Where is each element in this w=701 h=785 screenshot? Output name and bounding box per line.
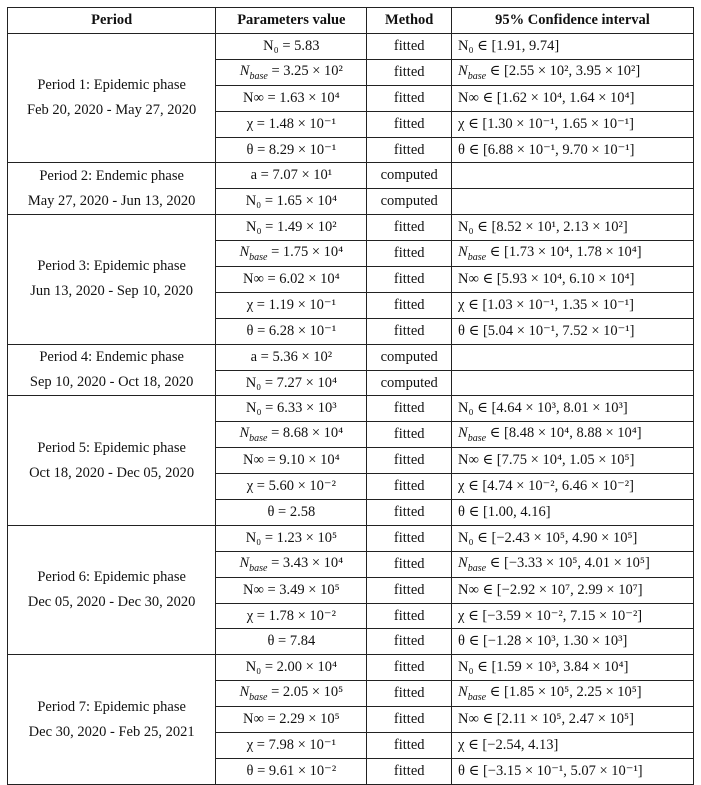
period-cell [8,655,216,784]
header-parameters-value: Parameters value [216,8,367,34]
method-value: fitted [367,655,452,681]
confidence-interval-value: χ ∈ [1.30 × 10⁻¹, 1.65 × 10⁻¹] [452,111,694,137]
period-dates: Sep 10, 2020 - Oct 18, 2020 [29,374,194,391]
period-dates: May 27, 2020 - Jun 13, 2020 [27,192,196,209]
period-dates: Dec 30, 2020 - Feb 25, 2021 [28,723,195,740]
parameter-value: θ = 6.28 × 10⁻¹ [216,318,367,344]
table-row [8,396,694,422]
parameter-value: a = 5.36 × 10² [216,344,367,370]
period-name: Period 1: Epidemic phase [37,77,186,94]
period-dates: Dec 05, 2020 - Dec 30, 2020 [27,594,196,611]
parameter-value: $N_{base} = 8.68 \times 10^4$ [216,422,367,448]
header-method: Method [367,8,452,34]
period-name: Period 7: Epidemic phase [37,698,186,715]
method-value: fitted [367,525,452,551]
parameter-value: N∞ = 1.63 × 10⁴ [216,85,367,111]
parameter-value: χ = 1.78 × 10⁻² [216,603,367,629]
parameter-value: χ = 5.60 × 10⁻² [216,474,367,500]
method-value: fitted [367,474,452,500]
method-value: fitted [367,577,452,603]
parameter-value: χ = 7.98 × 10⁻¹ [216,733,367,759]
period-dates: Oct 18, 2020 - Dec 05, 2020 [29,464,195,481]
confidence-interval-value: $N_{base}$ ∈ [−3.33 × 10⁵, 4.01 × 10⁵] [452,551,694,577]
parameter-value: θ = 9.61 × 10⁻² [216,758,367,784]
method-value: fitted [367,500,452,526]
table-row [8,215,694,241]
method-value: fitted [367,85,452,111]
parameter-value: N₀ = 1.65 × 10⁴ [216,189,367,215]
method-value: fitted [367,34,452,60]
period-name: Period 3: Epidemic phase [37,258,186,275]
period-dates: Feb 20, 2020 - May 27, 2020 [27,102,197,119]
parameter-value: θ = 2.58 [216,500,367,526]
method-value: fitted [367,758,452,784]
confidence-interval-value: $N_{base}$ ∈ [1.73 × 10⁴, 1.78 × 10⁴] [452,241,694,267]
table-row [8,344,694,370]
header-confidence-interval: 95% Confidence interval [452,8,694,34]
parameter-value: N∞ = 3.49 × 10⁵ [216,577,367,603]
confidence-interval-value: N₀ ∈ [1.59 × 10³, 3.84 × 10⁴] [452,655,694,681]
parameter-value: $N_{base} = 3.25 \times 10^2$ [216,59,367,85]
parameter-value: N₀ = 1.49 × 10² [216,215,367,241]
parameter-value: N∞ = 9.10 × 10⁴ [216,448,367,474]
parameters-table [7,7,694,785]
parameter-value: N₀ = 5.83 [216,34,367,60]
period-cell [8,396,216,525]
method-value: fitted [367,681,452,707]
confidence-interval-value: θ ∈ [5.04 × 10⁻¹, 7.52 × 10⁻¹] [452,318,694,344]
confidence-interval-value: N₀ ∈ [−2.43 × 10⁵, 4.90 × 10⁵] [452,525,694,551]
header-row [8,8,694,34]
confidence-interval-value: $N_{base}$ ∈ [8.48 × 10⁴, 8.88 × 10⁴] [452,422,694,448]
parameter-value: N₀ = 7.27 × 10⁴ [216,370,367,396]
method-value: fitted [367,551,452,577]
period-cell [8,163,216,215]
parameter-value: N∞ = 2.29 × 10⁵ [216,707,367,733]
confidence-interval-value: χ ∈ [4.74 × 10⁻², 6.46 × 10⁻²] [452,474,694,500]
parameter-value: θ = 8.29 × 10⁻¹ [216,137,367,163]
confidence-interval-value: N∞ ∈ [5.93 × 10⁴, 6.10 × 10⁴] [452,267,694,293]
period-name: Period 6: Epidemic phase [37,569,186,586]
period-name: Period 4: Endemic phase [39,349,184,366]
parameter-value: θ = 7.84 [216,629,367,655]
table-row [8,655,694,681]
confidence-interval-value: χ ∈ [−3.59 × 10⁻², 7.15 × 10⁻²] [452,603,694,629]
parameter-value: N₀ = 6.33 × 10³ [216,396,367,422]
method-value: fitted [367,111,452,137]
method-value: fitted [367,292,452,318]
parameter-value: χ = 1.48 × 10⁻¹ [216,111,367,137]
period-dates: Jun 13, 2020 - Sep 10, 2020 [30,283,193,300]
confidence-interval-value: N₀ ∈ [4.64 × 10³, 8.01 × 10³] [452,396,694,422]
method-value: computed [367,163,452,189]
confidence-interval-value [452,189,694,215]
confidence-interval-value: N∞ ∈ [2.11 × 10⁵, 2.47 × 10⁵] [452,707,694,733]
confidence-interval-value: θ ∈ [6.88 × 10⁻¹, 9.70 × 10⁻¹] [452,137,694,163]
confidence-interval-value [452,163,694,189]
confidence-interval-value: θ ∈ [1.00, 4.16] [452,500,694,526]
confidence-interval-value [452,344,694,370]
parameter-value: N₀ = 1.23 × 10⁵ [216,525,367,551]
method-value: fitted [367,603,452,629]
confidence-interval-value: $N_{base}$ ∈ [2.55 × 10², 3.95 × 10²] [452,59,694,85]
method-value: fitted [367,267,452,293]
table-row [8,163,694,189]
confidence-interval-value: N∞ ∈ [7.75 × 10⁴, 1.05 × 10⁵] [452,448,694,474]
confidence-interval-value: θ ∈ [−3.15 × 10⁻¹, 5.07 × 10⁻¹] [452,758,694,784]
parameter-value: χ = 1.19 × 10⁻¹ [216,292,367,318]
confidence-interval-value: χ ∈ [1.03 × 10⁻¹, 1.35 × 10⁻¹] [452,292,694,318]
method-value: fitted [367,422,452,448]
period-cell [8,215,216,344]
confidence-interval-value: N∞ ∈ [1.62 × 10⁴, 1.64 × 10⁴] [452,85,694,111]
method-value: fitted [367,448,452,474]
method-value: fitted [367,241,452,267]
table-row [8,34,694,60]
confidence-interval-value [452,370,694,396]
parameter-value: N∞ = 6.02 × 10⁴ [216,267,367,293]
method-value: fitted [367,137,452,163]
method-value: fitted [367,318,452,344]
confidence-interval-value: θ ∈ [−1.28 × 10³, 1.30 × 10³] [452,629,694,655]
parameter-value: $N_{base} = 2.05 \times 10^5$ [216,681,367,707]
confidence-interval-value: $N_{base}$ ∈ [1.85 × 10⁵, 2.25 × 10⁵] [452,681,694,707]
period-name: Period 5: Epidemic phase [37,439,186,456]
parameter-value: a = 7.07 × 10¹ [216,163,367,189]
parameter-value: $N_{base} = 1.75 \times 10^4$ [216,241,367,267]
method-value: fitted [367,59,452,85]
method-value: fitted [367,396,452,422]
method-value: fitted [367,215,452,241]
confidence-interval-value: N∞ ∈ [−2.92 × 10⁷, 2.99 × 10⁷] [452,577,694,603]
table-header [8,8,694,34]
period-cell [8,344,216,396]
method-value: computed [367,189,452,215]
period-cell [8,525,216,654]
confidence-interval-value: χ ∈ [−2.54, 4.13] [452,733,694,759]
table-row [8,525,694,551]
period-cell [8,34,216,163]
method-value: fitted [367,629,452,655]
method-value: fitted [367,707,452,733]
header-period: Period [8,8,216,34]
method-value: fitted [367,733,452,759]
parameter-value: $N_{base} = 3.43 \times 10^4$ [216,551,367,577]
method-value: computed [367,344,452,370]
parameter-value: N₀ = 2.00 × 10⁴ [216,655,367,681]
method-value: computed [367,370,452,396]
period-name: Period 2: Endemic phase [39,167,184,184]
confidence-interval-value: N₀ ∈ [8.52 × 10¹, 2.13 × 10²] [452,215,694,241]
table-body [8,34,694,785]
confidence-interval-value: N₀ ∈ [1.91, 9.74] [452,34,694,60]
